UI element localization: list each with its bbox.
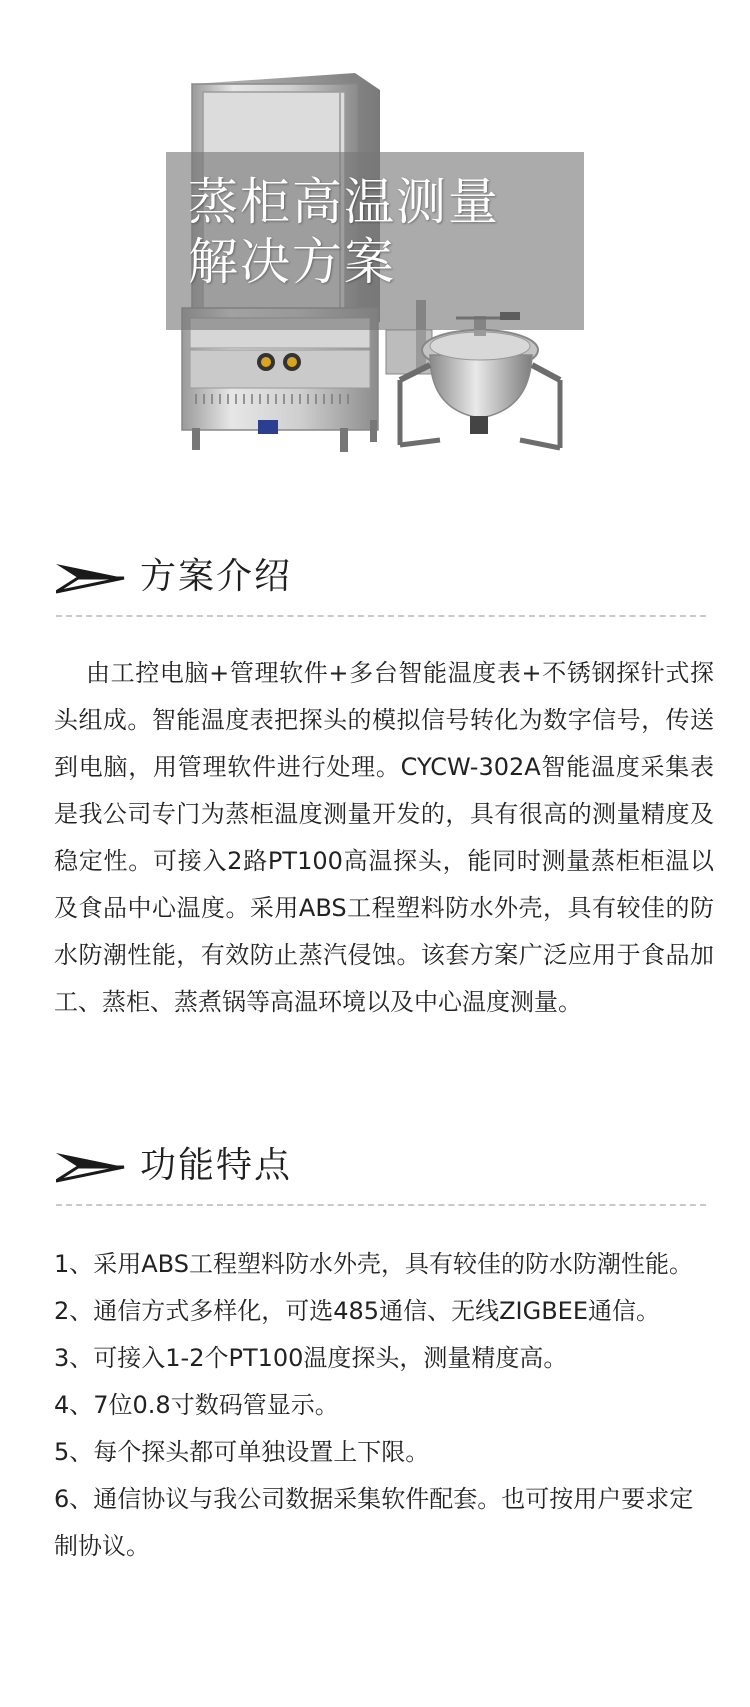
- feature-item: 2、通信方式多样化，可选485通信、无线ZIGBEE通信。: [54, 1297, 660, 1325]
- section-title-intro: 方案介绍: [140, 556, 293, 597]
- intro-paragraph: 由工控电脑+管理软件+多台智能温度表+不锈钢探针式探头组成。智能温度表把探头的模拟信号转化为数字信号，传送到电脑，用管理软件进行处理。CYCW-302A智能温度采集表是我公司专门为蒸柜温度测量开发的，具有很高的测量精度及稳定性。可接入2路PT100高温探头，能同时测量蒸柜柜温以及食品中心温度。采用ABS工程塑料防水外壳，具有较佳的防水防潮性能，有效防止蒸汽侵蚀。该套方案广泛应用于食品加工、蒸柜、蒸煮锅等高温环境以及中心温度测量。: [54, 659, 714, 1016]
- hero-title-line-2: 解决方案: [188, 233, 396, 291]
- section-arrow-icon: [56, 562, 126, 594]
- section-divider: [56, 615, 706, 617]
- hero-title-line-1: 蒸柜高温测量: [188, 173, 500, 231]
- feature-item: 5、每个探头都可单独设置上下限。: [54, 1438, 430, 1466]
- feature-list: [54, 1241, 714, 1570]
- feature-item: 3、可接入1-2个PT100温度探头，测量精度高。: [54, 1344, 568, 1372]
- hero-title: [188, 172, 500, 292]
- section-divider: [56, 1204, 706, 1206]
- feature-item: 4、7位0.8寸数码管显示。: [54, 1391, 339, 1419]
- hero-section: [0, 0, 750, 470]
- feature-item: 1、采用ABS工程塑料防水外壳，具有较佳的防水防潮性能。: [54, 1250, 693, 1278]
- section-title-features: 功能特点: [140, 1145, 293, 1186]
- feature-item: 6、通信协议与我公司数据采集软件配套。也可按用户要求定制协议。: [54, 1485, 694, 1560]
- section-arrow-icon: [56, 1151, 126, 1183]
